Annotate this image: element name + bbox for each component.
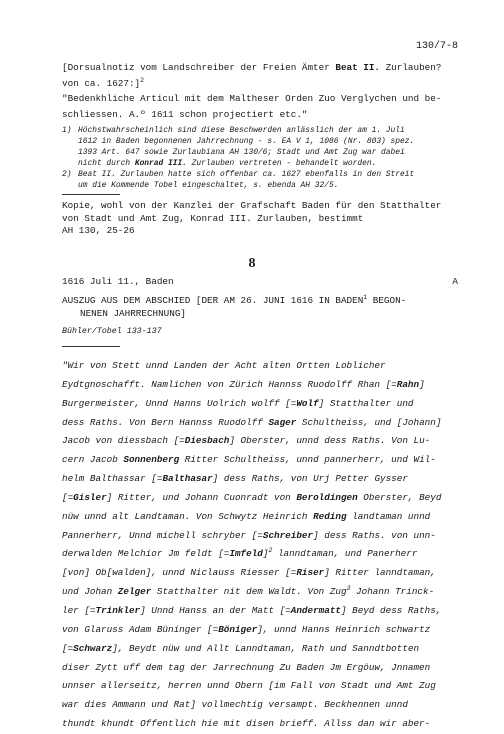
- footnote-text: [78, 125, 458, 169]
- document-title: [62, 294, 458, 320]
- text-line: [=Schwarz], Beydt nüw und Allt Lanndtaman, Rath und Sanndtbotten: [62, 642, 420, 654]
- text-line: "Bedenkhliche Articul mit dem Maltheser Orden Zuo Verglychen und be-: [62, 93, 442, 104]
- text-line: Burgermeister, Unnd Hanns Uolrich wolff [=Wolf] Statthalter und: [62, 397, 414, 409]
- text-line: unnser allerseitz, herren unnd Obern [im Fall von Stadt und Amt Zug: [62, 680, 436, 692]
- text-line: 1612 in Baden begonnenen Jahrrechnung - s. EA V 1, 1086 (Nr. 803) spez.: [78, 137, 415, 146]
- text-line: AH 130, 25-26: [62, 225, 135, 236]
- text-line: und Johan Zelger Statthalter nit dem Waldt. Von Zug$^3$ Johann Trinck-: [62, 585, 435, 598]
- separator-rule: [62, 194, 120, 195]
- text-line: "Wir von Stett unnd Landen der Acht alten Ortten Loblicher: [62, 360, 386, 371]
- text-line: [Dorsualnotiz vom Landschreiber der Freien Ämter Beat II. Zurlauben?: [62, 62, 442, 73]
- bold-name: Gisler: [73, 491, 107, 503]
- bold-name: Riser: [296, 567, 325, 579]
- text-line: [von] Ob[walden], unnd Niclauss Riesser [=Riser] Ritter lanndtaman,: [62, 567, 436, 579]
- text-line: 1393 Art. 647 sowie Zurlaubiana AH 130/6; Stadt und Amt Zug war dabei: [78, 148, 405, 157]
- bold-name: Balthasar: [162, 473, 213, 485]
- transcription-body: [62, 357, 458, 734]
- document-number: 8: [248, 256, 256, 271]
- date-place-line: [62, 276, 458, 287]
- bold-name: Beroldingen: [296, 491, 358, 503]
- text-line: nicht durch Konrad III. Zurlauben vertreten - behandelt worden.: [78, 159, 377, 168]
- bold-name: Andermatt: [290, 604, 341, 616]
- footnote-number: 2): [62, 170, 72, 179]
- text-line: von Stadt und Amt Zug, Konrad III. Zurlauben, bestimmt: [62, 212, 364, 224]
- footnote-ref: 3: [346, 585, 351, 593]
- text-line: Beat II. Zurlauben hatte sich offenbar ca. 1627 ebenfalls in den Streit: [78, 170, 415, 179]
- text-line: Kopie, wohl von der Kanzlei der Grafschaft Baden für den Statthalter: [62, 200, 442, 211]
- text-line: nüw unnd alt Landtaman. Von Schwytz Heinrich Reding landtaman unnd: [62, 510, 431, 522]
- text-line: NENEN JAHRRECHNUNG]: [80, 308, 187, 319]
- text-line: Pannerherr, Unnd michell schryber [=Schreiber] dess Raths. von unn-: [62, 529, 436, 541]
- page-number: 130/7-8: [415, 41, 458, 52]
- footnote-text: [78, 169, 458, 191]
- text-line: dess Raths. Von Bern Hannss Ruodolff Sager Schultheiss, und [Johann]: [62, 416, 442, 428]
- version-marker: A: [452, 276, 458, 287]
- text-line: diser Zytt uff dem tag der Jarrechnung Zu Baden Jm Ergöuw, Jnnamen: [62, 661, 431, 673]
- bold-name: Imfeld: [229, 548, 263, 560]
- separator-rule: [62, 346, 120, 347]
- bold-name: Beat II.: [335, 62, 381, 73]
- source-reference: Bühler/Tobel 133-137: [62, 327, 162, 336]
- date-place: 1616 Juli 11., Baden: [62, 276, 174, 287]
- text-line: [=Gisler] Ritter, und Johann Cuonradt von Beroldingen Oberster, Beyd: [62, 491, 442, 503]
- text-line: cern Jacob Sonnenberg Ritter Schultheiss, unnd pannerherr, und Wil-: [62, 454, 436, 466]
- bold-name: Wolf: [296, 397, 319, 409]
- text-line: von Glaruss Adam Büninger [=Böniger], unnd Hanns Heinrich schwartz: [62, 623, 431, 635]
- bold-name: Konrad III.: [134, 159, 187, 168]
- text-line: helm Balthassar [=Balthasar] dess Raths, von Urj Petter Gysser: [62, 473, 408, 485]
- text-line: derwalden Melchior Jm feldt [=Imfeld]$^2$ lanndtaman, und Panerherr: [62, 547, 418, 560]
- text-line: Höchstwahrscheinlich sind diese Beschwerden anlässlich der am 1. Juli: [78, 126, 405, 135]
- dorsal-note: [62, 60, 458, 122]
- text-line: schliessen. A.º 1611 schon projectiert etc.": [62, 108, 308, 120]
- text-line: Jacob von diessbach [=Diesbach] Oberster, unnd dess Raths. Von Lu-: [62, 435, 431, 447]
- bold-name: Böniger: [218, 623, 258, 635]
- copy-note: [62, 200, 458, 238]
- bold-name: Schreiber: [262, 529, 314, 541]
- text-line: war dies Ammann und Rat] vollmechtig versampt. Beckhennen unnd: [62, 699, 408, 711]
- bold-name: Zelger: [117, 586, 152, 598]
- bold-name: Schwarz: [73, 642, 113, 654]
- bold-name: Reding: [313, 510, 347, 522]
- text-line: AUSZUG AUS DEM ABSCHIED [DER AM 26. JUNI 1616 IN BADEN$^1$ BEGON-: [62, 294, 407, 306]
- text-line: Eydtgnoschafft. Namlichen von Zürich Hannss Ruodolff Rhan [=Rahn]: [62, 378, 425, 390]
- footnote-number: 1): [62, 126, 72, 135]
- text-line: um die Kommende Tobel eingeschaltet, s. ebenda AH 32/5.: [78, 181, 339, 190]
- footnote-2: [62, 169, 458, 191]
- footnote-ref: 2: [268, 547, 273, 555]
- text-line: von ca. 1627:]$^2$: [62, 76, 145, 89]
- text-line: thundt khundt Offentlich hie mit disen brieff. Allss dan wir aber-: [62, 718, 431, 730]
- footnote-ref: 2: [140, 76, 145, 84]
- text-line: ler [=Trinkler] Unnd Hanss an der Matt [=Andermatt] Beyd dess Raths,: [62, 604, 442, 616]
- footnote-1: [62, 125, 458, 169]
- bold-name: Trinkler: [95, 604, 141, 616]
- footnote-ref: 1: [363, 294, 368, 301]
- bold-name: Diesbach: [184, 435, 230, 447]
- bold-name: Sager: [268, 416, 297, 428]
- bold-name: Rahn: [396, 378, 420, 390]
- bold-name: Sonnenberg: [123, 454, 180, 466]
